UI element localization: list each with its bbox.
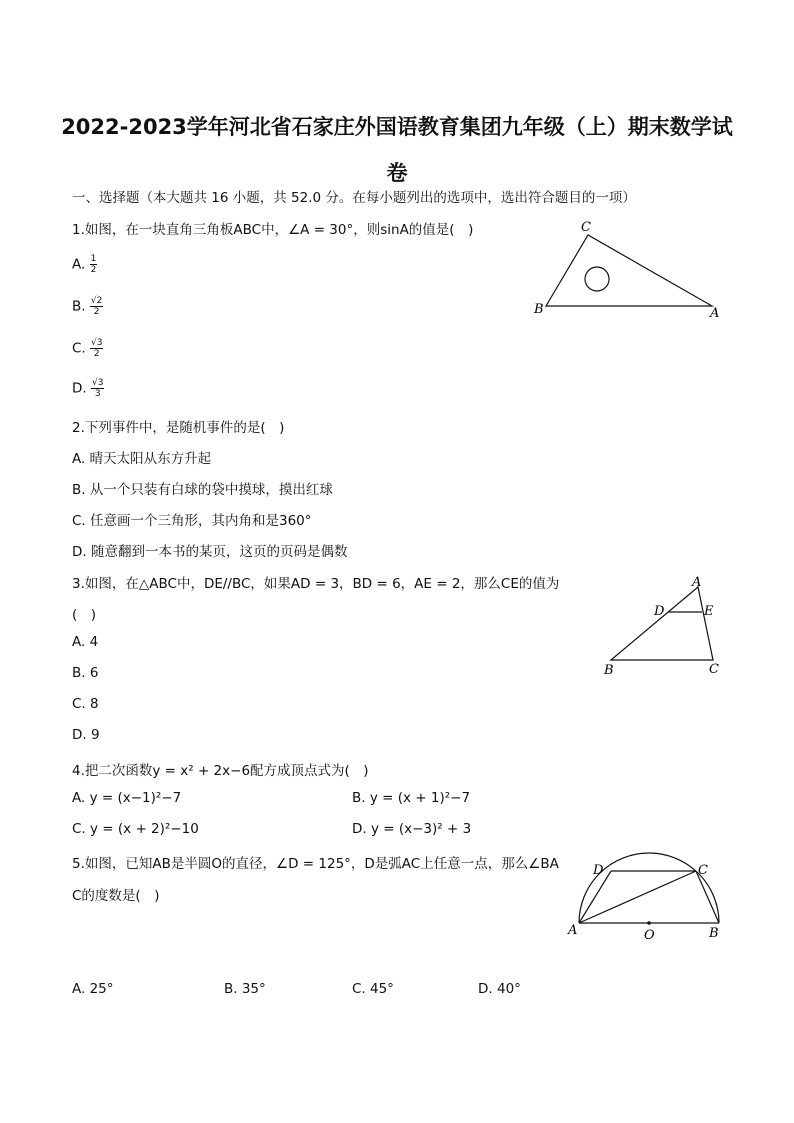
label-c: C [698, 863, 708, 878]
q4-stem: 4.把二次函数y = x² + 2x−6配方成顶点式为( ) [72, 763, 369, 779]
denominator: 2 [93, 307, 100, 317]
title-line-2: 卷 [386, 161, 408, 185]
q1-option-d [72, 378, 104, 399]
fraction [90, 338, 103, 359]
title-line-1: 2022-2023学年河北省石家庄外国语教育集团九年级（上）期末数学试 [61, 115, 733, 139]
exam-title [60, 104, 734, 196]
q1-option-b [72, 296, 103, 317]
numerator: √3 [91, 338, 103, 348]
label-c: C [581, 220, 591, 235]
q4-option-b: B. y = (x + 1)²−7 [352, 790, 471, 806]
q4-option-c: C. y = (x + 2)²−10 [72, 821, 199, 837]
q4-option-a: A. y = (x−1)²−7 [72, 790, 182, 806]
q3-stem-continued: ( ) [72, 607, 97, 623]
q5-option-d: D. 40° [478, 981, 521, 997]
label-a: A [568, 923, 578, 938]
segment-cb [696, 871, 719, 923]
denominator: 3 [94, 389, 101, 399]
q5-semicircle-figure [565, 845, 730, 945]
label-b: B [604, 663, 614, 678]
q5-option-a: A. 25° [72, 981, 114, 997]
option-label: B. [72, 298, 86, 315]
q1-option-a [72, 254, 97, 275]
q2-option-a: A. 晴天太阳从东方升起 [72, 451, 212, 467]
q3-stem: 3.如图，在△ABC中，DE//BC，如果AD = 3，BD = 6，AE = 2，那么CE的值为 [72, 576, 560, 592]
label-d: D [593, 863, 604, 878]
label-b: B [534, 302, 544, 317]
denominator: 2 [93, 349, 100, 359]
q2-option-c: C. 任意画一个三角形，其内角和是360° [72, 513, 312, 529]
option-label: D. [72, 380, 87, 397]
q5-stem-continued: C的度数是( ) [72, 888, 160, 904]
q2-option-d: D. 随意翻到一本书的某页，这页的页码是偶数 [72, 544, 348, 560]
triangle-hole [585, 267, 609, 291]
center-o [647, 921, 651, 925]
q3-option-d: D. 9 [72, 727, 100, 743]
q3-triangle-figure [598, 572, 728, 680]
q4-option-d: D. y = (x−3)² + 3 [352, 821, 472, 837]
q3-option-a: A. 4 [72, 634, 99, 650]
numerator: √2 [90, 296, 103, 306]
q2-stem: 2.下列事件中，是随机事件的是( ) [72, 420, 285, 436]
q1-stem: 1.如图，在一块直角三角板ABC中，∠A = 30°，则sinA的值是( ) [72, 222, 474, 238]
label-d: D [654, 604, 665, 619]
q5-option-c: C. 45° [352, 981, 394, 997]
label-c: C [709, 662, 719, 677]
label-e: E [704, 604, 714, 619]
q2-option-b: B. 从一个只装有白球的袋中摸球，摸出红球 [72, 482, 333, 498]
section-heading: 一、选择题（本大题共 16 小题，共 52.0 分。在每小题列出的选项中，选出符合题目的一项） [72, 190, 636, 206]
q3-option-b: B. 6 [72, 665, 99, 681]
label-a: A [692, 575, 702, 590]
triangle-abc [546, 235, 712, 306]
fraction [90, 254, 98, 275]
q1-triangle-figure [530, 218, 730, 323]
label-b: B [709, 926, 719, 941]
fraction [91, 378, 104, 399]
label-a: A [710, 306, 720, 321]
option-label: C. [72, 340, 86, 357]
label-o: O [644, 928, 655, 943]
q1-option-c [72, 338, 103, 359]
segment-ac [579, 871, 696, 923]
fraction [90, 296, 103, 317]
option-label: A. [72, 256, 86, 273]
q3-option-c: C. 8 [72, 696, 99, 712]
q5-stem: 5.如图，已知AB是半圆O的直径，∠D = 125°，D是弧AC上任意一点，那么∠BA [72, 856, 559, 872]
denominator: 2 [90, 265, 97, 275]
numerator: √3 [91, 378, 104, 388]
numerator: 1 [90, 254, 97, 264]
q5-option-b: B. 35° [224, 981, 266, 997]
triangle-abc [611, 587, 713, 660]
